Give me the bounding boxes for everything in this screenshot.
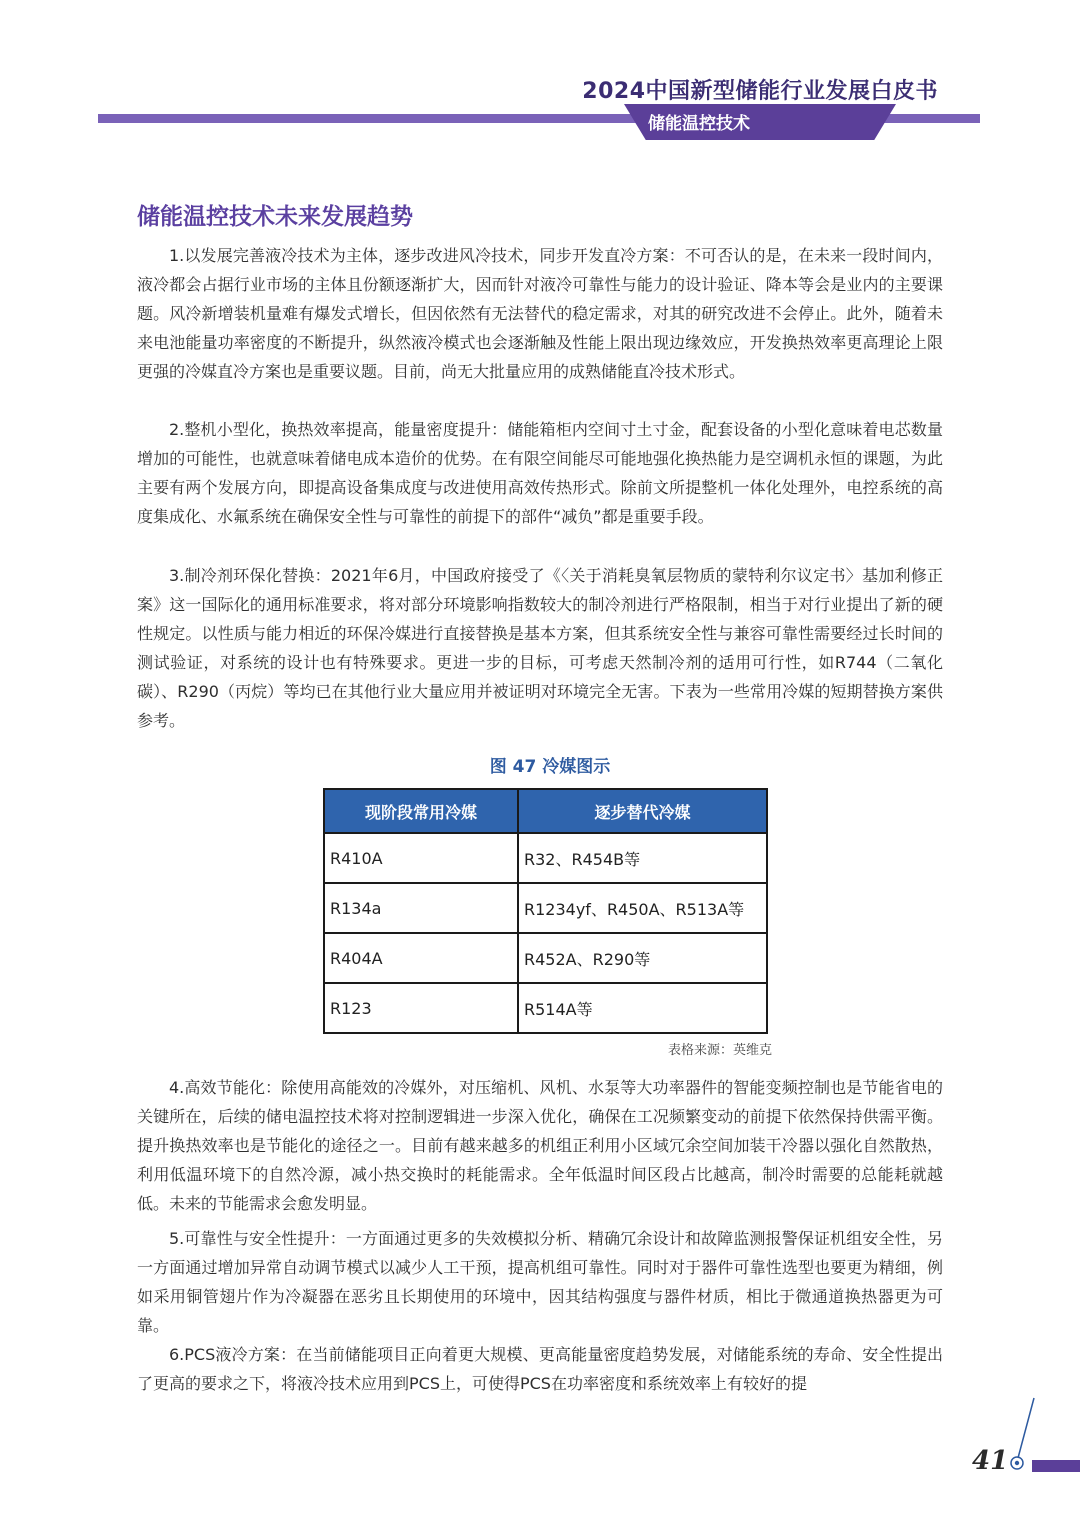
table-row bbox=[324, 833, 767, 883]
column-header-current: 现阶段常用冷媒 bbox=[324, 789, 518, 833]
paragraph-6: 6.PCS液冷方案：在当前储能项目正向着更大规模、更高能量密度趋势发展，对储能系统的寿命、安全性提出了更高的要求之下，将液冷技术应用到PCS上，可使得PCS在功率密度和系统效率上有较好的提 bbox=[137, 1345, 943, 1393]
paragraph-1: 1.以发展完善液冷技术为主体，逐步改进风冷技术，同步开发直冷方案：不可否认的是，在未来一段时间内，液冷都会占据行业市场的主体且份额逐渐扩大，因而针对液冷可靠性与能力的设计验证、降本等会是业内的主要课题。风冷新增装机量难有爆发式增长，但因依然有无法替代的稳定需求，对其的研究改进不会停止。此外，随着未来电池能量功率密度的不断提升，纵然液冷模式也会逐渐触及性能上限出现边缘效应，开发换热效率更高理论上限更强的冷媒直冷方案也是重要议题。目前，尚无大批量应用的成熟储能直冷技术形式。 bbox=[137, 246, 943, 381]
table-source: 表格来源：英维克 bbox=[667, 1043, 772, 1058]
table-cell: R1234yf、R450A、R513A等 bbox=[518, 883, 767, 933]
table-cell: R32、R454B等 bbox=[518, 833, 767, 883]
refrigerant-table bbox=[323, 788, 768, 1034]
section-tab-label: 储能温控技术 bbox=[648, 114, 750, 134]
table-row bbox=[324, 983, 767, 1033]
figure-caption: 图 47 冷媒图示 bbox=[489, 757, 611, 777]
table-cell: R410A bbox=[324, 833, 518, 883]
footer-bar bbox=[1032, 1460, 1080, 1472]
table-cell: R404A bbox=[324, 933, 518, 983]
paragraph-4: 4.高效节能化：除使用高能效的冷媒外，对压缩机、风机、水泵等大功率器件的智能变频控制也是节能省电的关键所在，后续的储电温控技术将对控制逻辑进一步深入优化，确保在工况频繁变动的前提下依然保持供需平衡。提升换热效率也是节能化的途径之一。目前有越来越多的机组正利用小区域冗余空间加装干冷器以强化自然散热，利用低温环境下的自然冷源，减小热交换时的耗能需求。全年低温时间区段占比越高，制冷时需要的总能耗就越低。未来的节能需求会愈发明显。 bbox=[137, 1078, 943, 1213]
paragraph-2: 2.整机小型化，换热效率提高，能量密度提升：储能箱柜内空间寸土寸金，配套设备的小型化意味着电芯数量增加的可能性，也就意味着储电成本造价的优势。在有限空间能尽可能地强化换热能力是空调机永恒的课题，为此主要有两个发展方向，即提高设备集成度与改进使用高效传热形式。除前文所提整机一体化处理外，电控系统的高度集成化、水氟系统在确保安全性与可靠性的前提下的部件“减负”都是重要手段。 bbox=[137, 420, 943, 526]
table-header-row bbox=[324, 789, 767, 833]
table-row bbox=[324, 883, 767, 933]
table-cell: R452A、R290等 bbox=[518, 933, 767, 983]
table-row bbox=[324, 933, 767, 983]
paragraph-3: 3.制冷剂环保化替换：2021年6月，中国政府接受了《〈关于消耗臭氧层物质的蒙特利尔议定书〉基加利修正案》这一国际化的通用标准要求，将对部分环境影响指数较大的制冷剂进行严格限制，相当于对行业提出了新的硬性规定。以性质与能力相近的环保冷媒进行直接替换是基本方案，但其系统安全性与兼容可靠性需要经过长时间的测试验证，对系统的设计也有特殊要求。更进一步的目标，可考虑天然制冷剂的适用可行性，如R744（二氧化碳）、R290（丙烷）等均已在其他行业大量应用并被证明对环境完全无害。下表为一些常用冷媒的短期替换方案供参考。 bbox=[137, 566, 943, 730]
table-cell: R134a bbox=[324, 883, 518, 933]
paragraph-5: 5.可靠性与安全性提升：一方面通过更多的失效模拟分析、精确冗余设计和故障监测报警保证机组安全性，另一方面通过增加异常自动调节模式以减少人工干预，提高机组可靠性。同时对于器件可靠性选型也要更为精细，例如采用铜管翅片作为冷凝器在恶劣且长期使用的环境中，因其结构强度与器件材质，相比于微通道换热器更为可靠。 bbox=[137, 1229, 943, 1335]
table-cell: R123 bbox=[324, 983, 518, 1033]
table-cell: R514A等 bbox=[518, 983, 767, 1033]
section-title: 储能温控技术未来发展趋势 bbox=[137, 204, 413, 230]
page-number: 41 bbox=[972, 1446, 1009, 1476]
report-title: 2024中国新型储能行业发展白皮书 bbox=[582, 79, 938, 104]
column-header-replacement: 逐步替代冷媒 bbox=[518, 789, 767, 833]
